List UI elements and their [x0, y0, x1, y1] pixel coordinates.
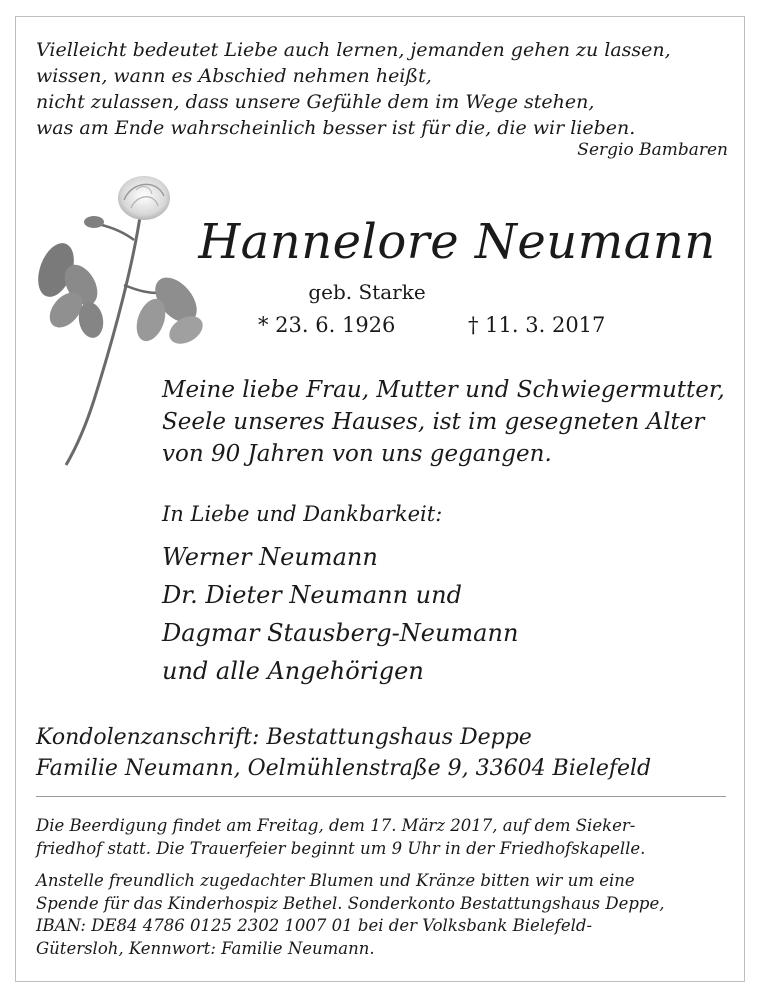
address-line: Kondolenzanschrift: Bestattungshaus Deppe [36, 725, 532, 750]
poem-line: wissen, wann es Abschied nehmen heißt, [36, 65, 432, 87]
funeral-notice [36, 815, 726, 860]
message-line: von 90 Jahren von uns gegangen. [162, 441, 552, 467]
notice-line: Gütersloh, Kennwort: Familie Neumann. [36, 938, 375, 958]
notice-line: friedhof statt. Die Trauerfeier beginnt um 9 Uhr in der Friedhofskapelle. [36, 838, 646, 858]
address-line: Familie Neumann, Oelmühlenstraße 9, 33604 Bielefeld [36, 756, 652, 781]
poem-author: Sergio Bambaren [577, 140, 728, 160]
deceased-name: Hannelore Neumann [198, 214, 716, 270]
mourner-name: und alle Angehörigen [162, 657, 424, 685]
poem-line: was am Ende wahrscheinlich besser ist für die, die wir lieben. [36, 117, 636, 139]
donation-notice [36, 870, 726, 960]
message-line: Meine liebe Frau, Mutter und Schwiegermutter, [162, 377, 725, 403]
poem-line: nicht zulassen, dass unsere Gefühle dem im Wege stehen, [36, 91, 595, 113]
poem [36, 37, 736, 141]
death-date: † 11. 3. 2017 [468, 313, 606, 337]
message-line: Seele unseres Hauses, ist im gesegneten Alter [162, 409, 705, 435]
birth-date: * 23. 6. 1926 [258, 313, 396, 337]
obituary-message [162, 374, 725, 470]
notice-line: Spende für das Kinderhospiz Bethel. Sonderkonto Bestattungshaus Deppe, [36, 893, 665, 913]
mourners-list [162, 538, 518, 690]
notice-line: Die Beerdigung findet am Freitag, dem 17. März 2017, auf dem Sieker- [36, 816, 636, 835]
mourner-name: Werner Neumann [162, 543, 378, 571]
notice-line: Anstelle freundlich zugedachter Blumen und Kränze bitten wir um eine [36, 871, 635, 890]
dedication: In Liebe und Dankbarkeit: [162, 502, 443, 526]
maiden-name: geb. Starke [308, 280, 426, 304]
notice-line: IBAN: DE84 4786 0125 2302 1007 01 bei der Volksbank Bielefeld- [36, 916, 593, 935]
poem-line: Vielleicht bedeutet Liebe auch lernen, jemanden gehen zu lassen, [36, 39, 671, 61]
mourner-name: Dagmar Stausberg-Neumann [162, 619, 519, 647]
condolence-address [36, 722, 651, 784]
divider [36, 796, 726, 797]
mourner-name: Dr. Dieter Neumann und [162, 581, 462, 609]
